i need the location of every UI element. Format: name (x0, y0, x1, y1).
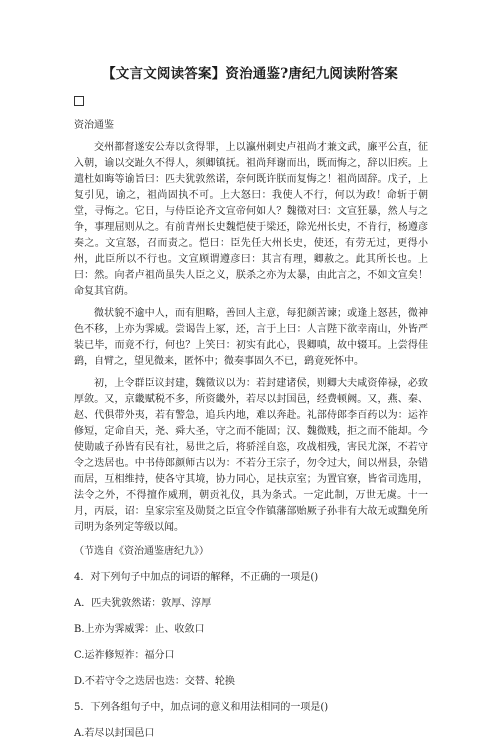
paragraph-2: 微状貌不逾中人，而有胆略，善回人主意，每犯颜苦谏；或逢上怒甚，微神色不移，上亦为霁威。尝谒告上冢，还，言于上曰：人言陛下欲幸南山，外皆严装已毕，而竟不行，何也？上笑曰：初实有此心，畏卿嗔，故中辍耳。上尝得佳鹞，自臂之，望见微来，匿怀中；微奏事固久不已，鹞竟死怀中。 (74, 308, 428, 367)
section-heading: 资治通鉴 (74, 120, 114, 131)
question-5-stem: 5．下列各组句子中，加点词的意义和用法相同的一项是() (74, 702, 329, 713)
paragraph-3: 初，上令群臣议封建，魏徵议以为：若封建诸侯，则卿大夫咸资俸禄，必致厚敛。又，京畿赋税不多，所资畿外，若尽以封国邑，经费顿阙。又，燕、秦、赵、代俱带外夷，若有警急，追兵内地，难以奔赴。礼部侍郎李百药以为：运祚修短，定命自天，尧、舜大圣，守之而不能固；汉、魏微贱，拒之而不能却。今使勋戚子孙皆有民有社，易世之后，将骄淫自恣，攻战相残，害民尤深，不若守令之迭居也。中书侍郎颜师古以为：不若分王宗子，勿令过大，间以州县，杂错而居，互相维持，使各守其境，协力同心，足扶京室；为置官寮，皆省司选用，法令之外，不得擅作威刑，朝贡礼仪，具为条式。一定此制，万世无虞。十一月，丙辰，诏：皇家宗室及勋贤之臣宜令作镇藩部贻厥子孙非有大故无或黜免所司明为条列定等级以闻。 (74, 378, 428, 533)
question-5-option-a: A.若尽以封国邑口 (74, 728, 155, 739)
paragraph-1: 交州都督遂安公寿以贪得罪，上以瀛州刺史卢祖尚才兼文武，廉平公直，征入朝，谕以交趾久不得人，须卿镇抚。祖尚拜谢而出，既而悔之，辞以旧疾。上遣杜如晦等谕旨曰：匹夫犹敦然诺，奈何既许朕而复悔之！祖尚固辞。戊子，上复引见，谕之，祖尚固执不可。上大怒曰：我使人不行，何以为政！命斩于朝堂，寻悔之。它日，与侍臣论齐文宣帝何如人？魏徵对曰：文宣狂暴，然人与之争，事理屈则从之。有前青州长史魏恺使于梁还，除光州长史，不肯行，杨遵彦奏之。文宣怒，召而责之。恺曰：臣先任大州长史，使还，有劳无过，更得小州，此臣所以不行也。文宣顾谓遵彦曰：其言有理，卿赦之。此其所长也。上曰：然。向者卢祖尚虽失人臣之义，朕杀之亦为太暴，由此言之，不如文宣矣！命复其官荫。 (74, 142, 428, 297)
source-note: （节选自《资治通鉴唐纪九》） (74, 546, 209, 557)
question-4-stem: 4．对下列句子中加点的词语的解释，不正确的一项是() (74, 572, 319, 583)
checkbox-glyph-icon (74, 96, 84, 106)
question-4-option-b: B.上亦为霁威霁：止、收敛口 (74, 624, 205, 635)
question-4-option-a: A．匹夫犹敦然诺：敦厚、淳厚 (74, 598, 212, 609)
document-title: 【文言文阅读答案】资治通鉴?唐纪九阅读附答案 (102, 66, 398, 82)
question-4-option-c: C.运祚修短祚：福分口 (74, 650, 175, 661)
question-4-option-d: D.不若守令之迭居也迭：交替、轮换 (74, 676, 235, 687)
